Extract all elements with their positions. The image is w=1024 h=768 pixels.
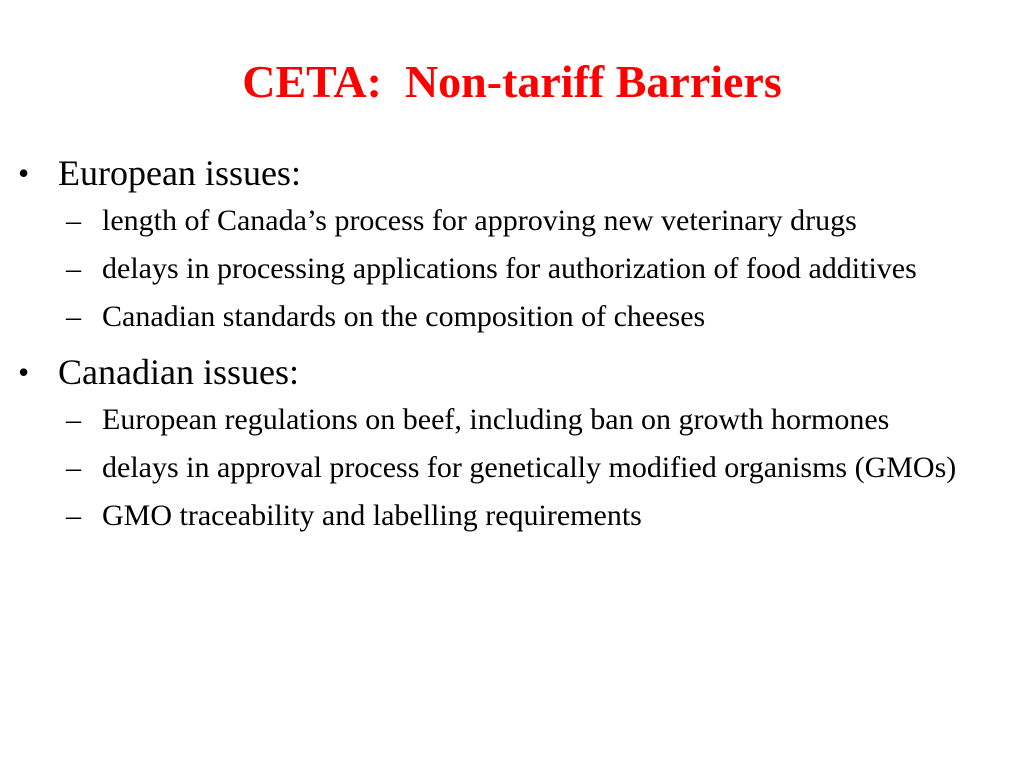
canadian-issues-list bbox=[18, 400, 1008, 536]
list-item-text: length of Canada’s process for approving new veterinary drugs bbox=[102, 204, 857, 237]
bullet-icon: • bbox=[18, 354, 30, 390]
list-item-text: delays in approval process for genetically modified organisms (GMOs) bbox=[102, 451, 957, 484]
bullet-icon: • bbox=[18, 155, 30, 191]
european-issues-list bbox=[18, 201, 1008, 337]
slide-title: CETA: Non-tariff Barriers bbox=[242, 56, 782, 107]
dash-icon: – bbox=[66, 300, 81, 333]
list-item bbox=[18, 448, 1008, 488]
bullet-canadian-issues bbox=[18, 349, 1008, 395]
list-item bbox=[18, 496, 1008, 536]
dash-icon: – bbox=[66, 403, 81, 436]
bullet-european-issues bbox=[18, 150, 1008, 196]
bullet-heading: European issues: bbox=[58, 153, 301, 193]
list-item-text: Canadian standards on the composition of cheeses bbox=[102, 300, 706, 333]
list-item-text: GMO traceability and labelling requirements bbox=[102, 499, 642, 532]
dash-icon: – bbox=[66, 204, 81, 237]
bullet-heading: Canadian issues: bbox=[58, 352, 299, 392]
dash-icon: – bbox=[66, 499, 81, 532]
list-item bbox=[18, 400, 1008, 440]
list-item bbox=[18, 201, 1008, 241]
list-item-text: delays in processing applications for authorization of food additives bbox=[102, 252, 917, 285]
list-item bbox=[18, 297, 1008, 337]
dash-icon: – bbox=[66, 252, 81, 285]
list-item bbox=[18, 249, 1008, 289]
list-item-text: European regulations on beef, including ban on growth hormones bbox=[102, 403, 890, 436]
slide-content bbox=[18, 150, 1008, 548]
dash-icon: – bbox=[66, 451, 81, 484]
